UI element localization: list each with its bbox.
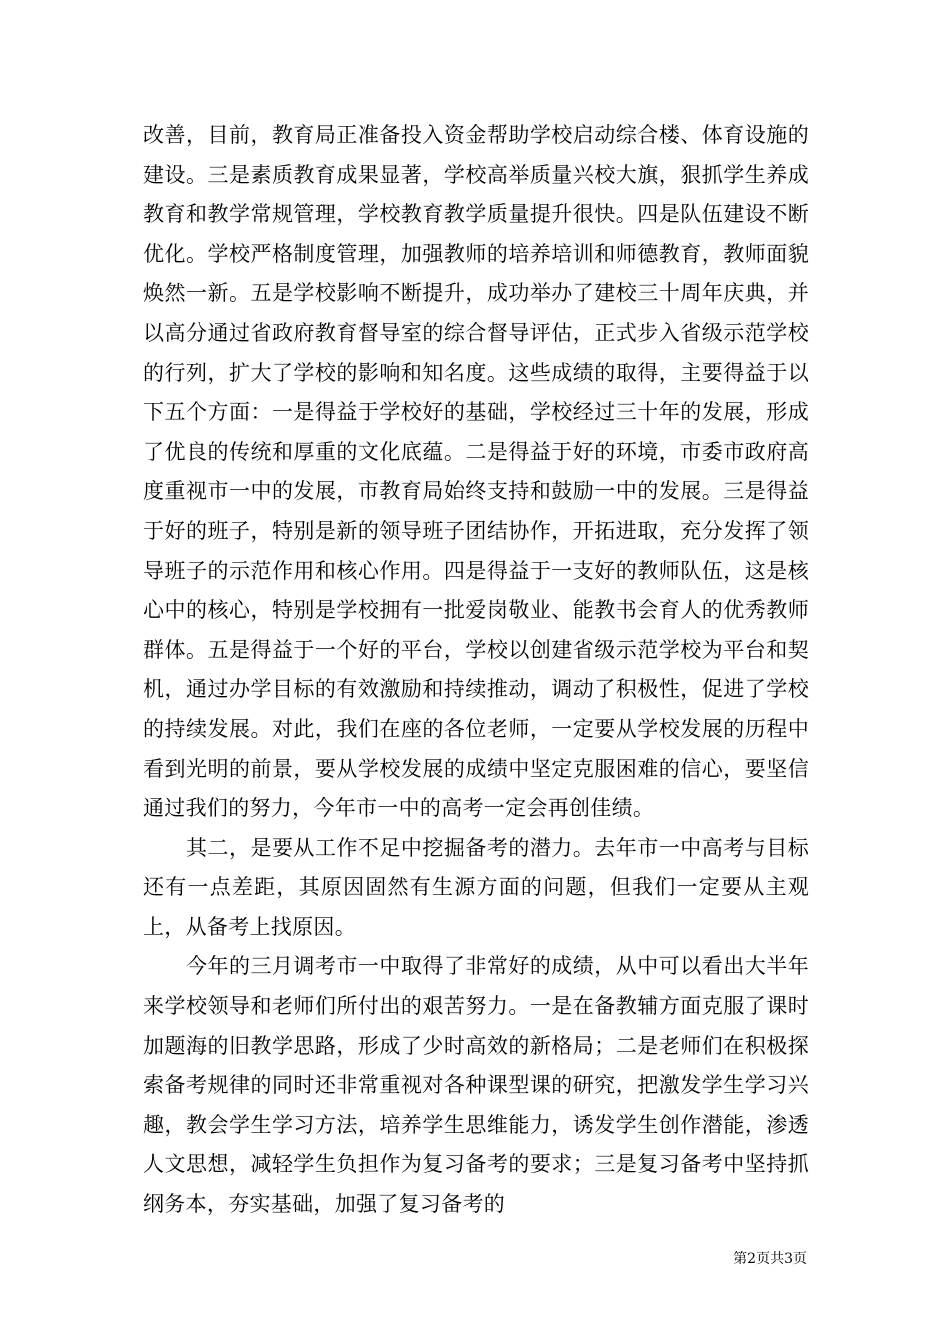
document-body — [143, 116, 809, 1225]
body-paragraph-3: 今年的三月调考市一中取得了非常好的成绩，从中可以看出大半年来学校领导和老师们所付出的艰苦努力。一是在备教辅方面克服了课时加题海的旧教学思路，形成了少时高效的新格局；二是老师们在积极探索备考规律的同时还非常重视对各种课型课的研究，把激发学生学习兴趣，教会学生学习方法，培养学生思维能力，诱发学生创作潜能，渗透人文思想，减轻学生负担作为复习备考的要求；三是复习备考中坚持抓纲务本，夯实基础，加强了复习备考的 — [143, 954, 809, 1217]
page-number-footer: 第2页共3页 — [733, 1251, 807, 1267]
body-paragraph-2: 其二，是要从工作不足中挖掘备考的潜力。去年市一中高考与目标还有一点差距，其原因固然有生源方面的问题，但我们一定要从主观上，从备考上找原因。 — [143, 835, 809, 939]
body-paragraph-1: 改善，目前，教育局正准备投入资金帮助学校启动综合楼、体育设施的建设。三是素质教育成果显著，学校高举质量兴校大旗，狠抓学生养成教育和教学常规管理，学校教育教学质量提升很快。四是队伍建设不断优化。学校严格制度管理，加强教师的培养培训和师德教育，教师面貌焕然一新。五是学校影响不断提升，成功举办了建校三十周年庆典，并以高分通过省政府教育督导室的综合督导评估，正式步入省级示范学校的行列，扩大了学校的影响和知名度。这些成绩的取得，主要得益于以下五个方面：一是得益于学校好的基础，学校经过三十年的发展，形成了优良的传统和厚重的文化底蕴。二是得益于好的环境，市委市政府高度重视市一中的发展，市教育局始终支持和鼓励一中的发展。三是得益于好的班子，特别是新的领导班子团结协作，开拓进取，充分发挥了领导班子的示范作用和核心作用。四是得益于一支好的教师队伍，这是核心中的核心，特别是学校拥有一批爱岗敬业、能教书会育人的优秀教师群体。五是得益于一个好的平台，学校以创建省级示范学校为平台和契机，通过办学目标的有效激励和持续推动，调动了积极性，促进了学校的持续发展。对此，我们在座的各位老师，一定要从学校发展的历程中看到光明的前景，要从学校发展的成绩中坚定克服困难的信心，要坚信通过我们的努力，今年市一中的高考一定会再创佳绩。 — [143, 123, 809, 821]
